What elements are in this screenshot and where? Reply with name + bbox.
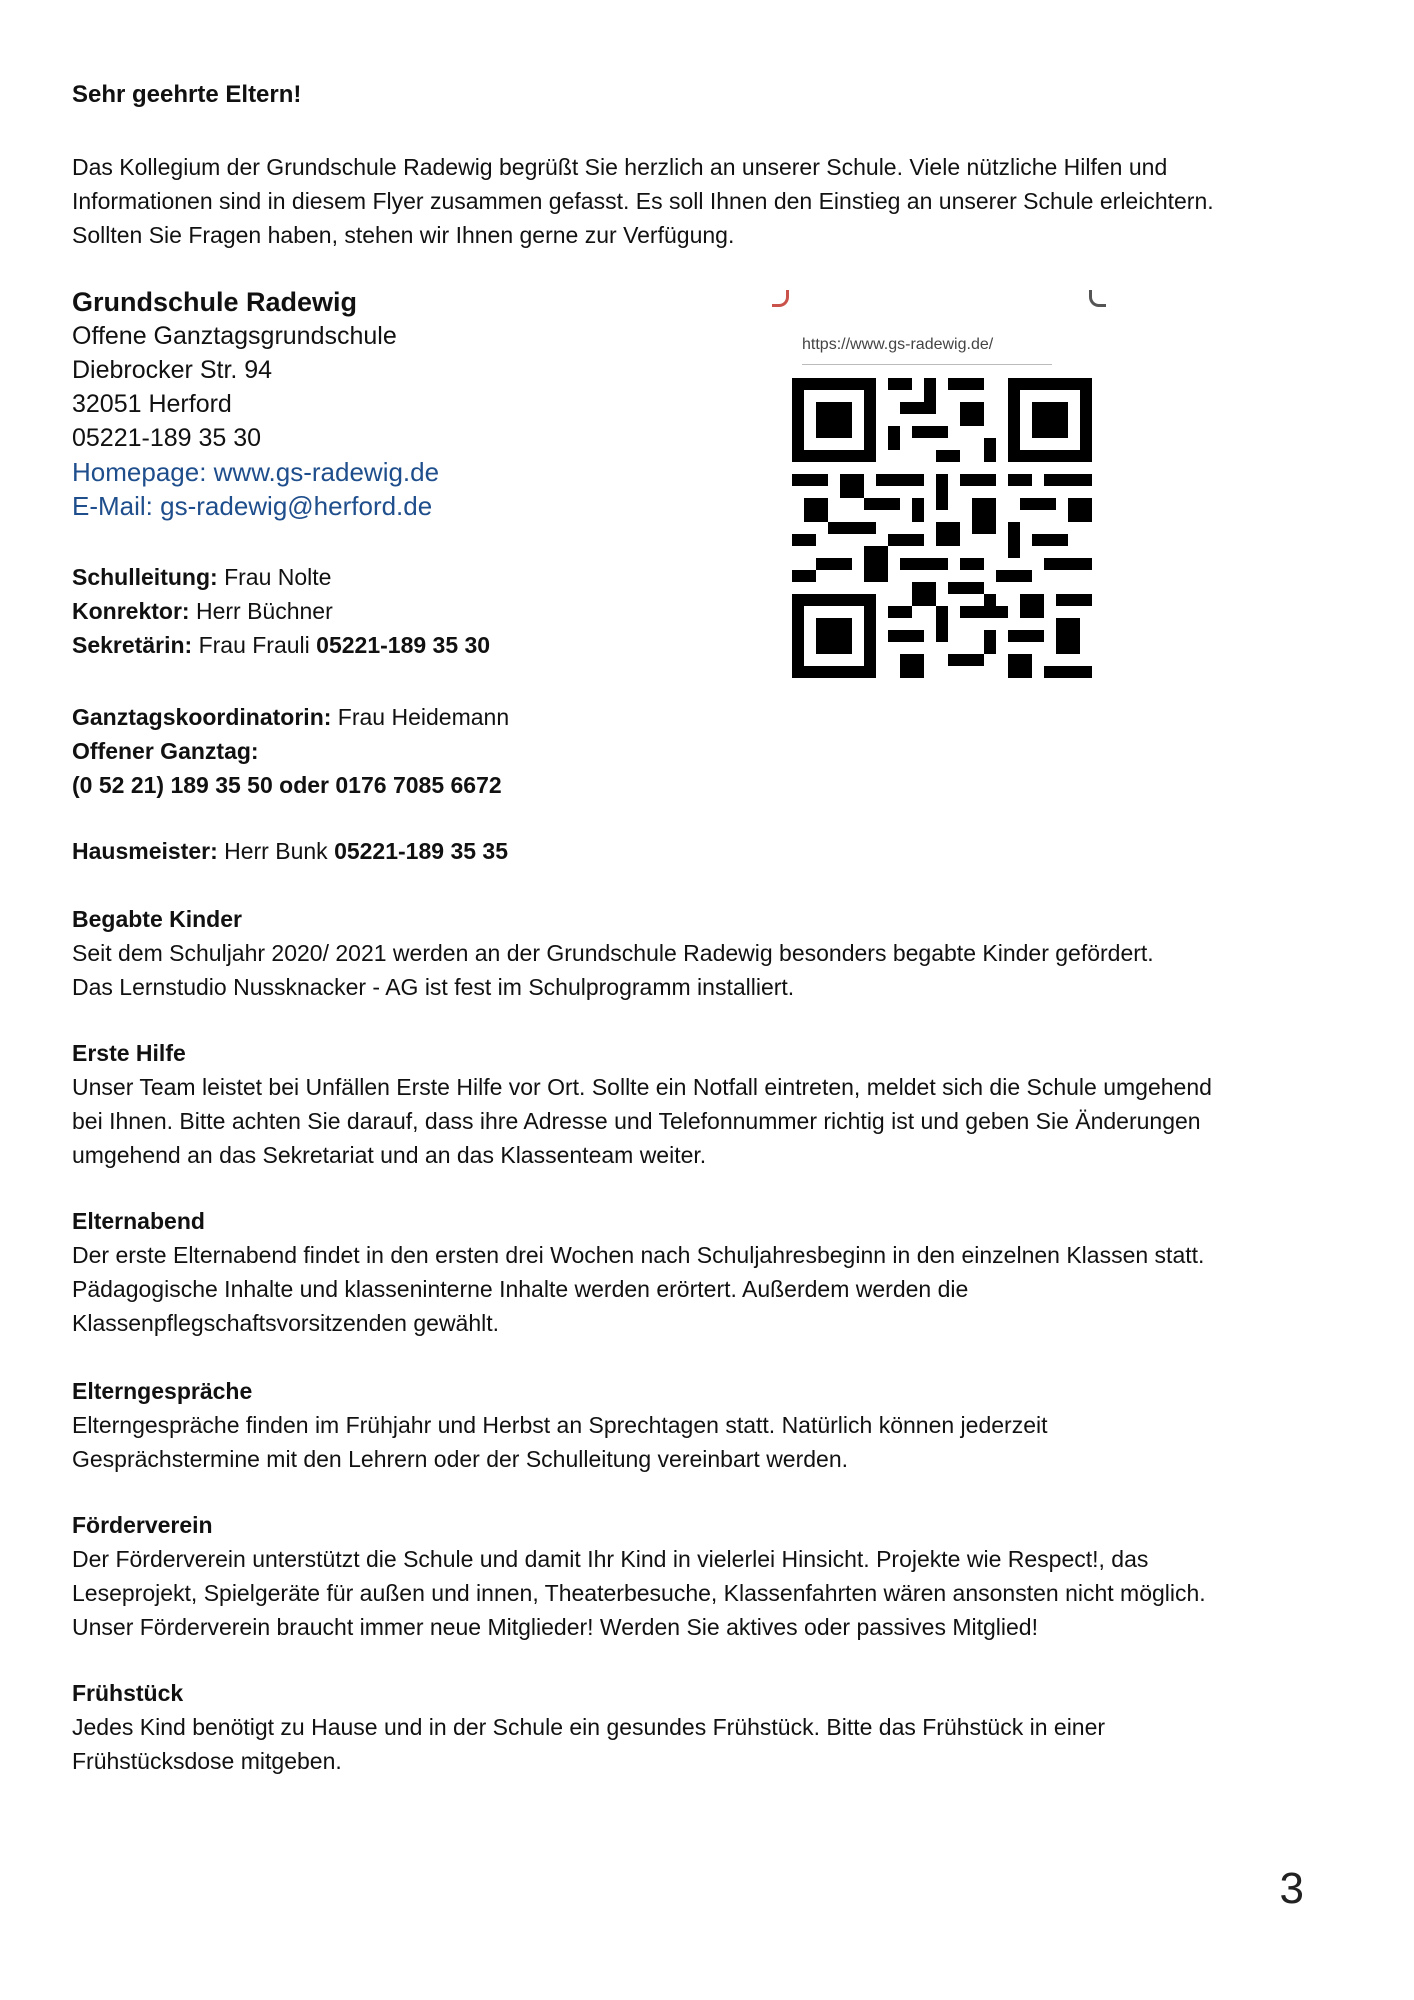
hausmeister-label: Hausmeister: xyxy=(72,838,218,864)
section-line: Der Förderverein unterstützt die Schule und damit Ihr Kind in vielerlei Hinsicht. Projekte wie Respect!, das xyxy=(72,1546,1149,1572)
homepage-link[interactable]: Homepage: www.gs-radewig.de xyxy=(72,457,440,487)
sekretaerin-name: Frau Frauli xyxy=(198,632,310,658)
section-line: Pädagogische Inhalte und klasseninterne Inhalte werden erörtert. Außerdem werden die xyxy=(72,1276,969,1302)
section-line: Seit dem Schuljahr 2020/ 2021 werden an der Grundschule Radewig besonders begabte Kinder gefördert. xyxy=(72,940,1154,966)
hausmeister-row xyxy=(72,834,508,868)
koord-row xyxy=(72,700,509,734)
section-line: Unser Förderverein braucht immer neue Mitglieder! Werden Sie aktives oder passives Mitglied! xyxy=(72,1614,1038,1640)
section-line: Klassenpflegschaftsvorsitzenden gewählt. xyxy=(72,1310,500,1336)
scan-corner-icon xyxy=(772,290,789,307)
staff-contacts xyxy=(72,560,490,662)
konrektor-label: Konrektor: xyxy=(72,598,190,624)
school-name: Grundschule Radewig xyxy=(72,287,358,317)
section-elterngespraeche xyxy=(72,1374,1312,1476)
school-address-block xyxy=(72,285,439,523)
hausmeister-phone: 05221-189 35 35 xyxy=(334,838,508,864)
staff-row-konrektor xyxy=(72,594,490,628)
school-phone: 05221-189 35 30 xyxy=(72,424,262,452)
section-title: Erste Hilfe xyxy=(72,1040,186,1066)
staff-row-leitung xyxy=(72,560,490,594)
page-number: 3 xyxy=(1279,1864,1304,1913)
section-title: Frühstück xyxy=(72,1680,184,1706)
intro-line: Sollten Sie Fragen haben, stehen wir Ihnen gerne zur Verfügung. xyxy=(72,222,735,248)
greeting-heading: Sehr geehrte Eltern! xyxy=(72,81,302,108)
konrektor-name: Herr Büchner xyxy=(195,598,333,624)
offener-ganztag-label: Offener Ganztag: xyxy=(72,738,259,764)
section-line: Elterngespräche finden im Frühjahr und Herbst an Sprechtagen statt. Natürlich können jederzeit xyxy=(72,1412,1048,1438)
ganztag-contacts xyxy=(72,700,509,802)
section-fruehstueck xyxy=(72,1676,1312,1778)
section-line: Der erste Elternabend findet in den ersten drei Wochen nach Schuljahresbeginn in den einzelnen Klassen statt. xyxy=(72,1242,1205,1268)
qr-url-label: https://www.gs-radewig.de/ xyxy=(802,336,1052,365)
section-elternabend xyxy=(72,1204,1312,1340)
section-title: Elternabend xyxy=(72,1208,205,1234)
section-line: Leseprojekt, Spielgeräte für außen und innen, Theaterbesuche, Klassenfahrten wären ansonsten nicht möglich. xyxy=(72,1580,1206,1606)
koord-label: Ganztagskoordinatorin: xyxy=(72,704,332,730)
leitung-label: Schulleitung: xyxy=(72,564,218,590)
section-line: umgehend an das Sekretariat und an das Klassenteam weiter. xyxy=(72,1142,707,1168)
section-line: Frühstücksdose mitgeben. xyxy=(72,1748,342,1774)
section-title: Elterngespräche xyxy=(72,1378,253,1404)
intro-line: Das Kollegium der Grundschule Radewig begrüßt Sie herzlich an unserer Schule. Viele nützliche Hilfen und xyxy=(72,154,1168,180)
section-line: Unser Team leistet bei Unfällen Erste Hilfe vor Ort. Sollte ein Notfall eintreten, meldet sich die Schule umgehend xyxy=(72,1074,1212,1100)
school-street: Diebrocker Str. 94 xyxy=(72,356,273,384)
qr-code-card xyxy=(772,290,1106,682)
intro-paragraph xyxy=(72,150,1302,252)
intro-line: Informationen sind in diesem Flyer zusammen gefasst. Es soll Ihnen den Einstieg an unserer Schule erleichtern. xyxy=(72,188,1214,214)
section-begabte-kinder xyxy=(72,902,1312,1004)
koord-name: Frau Heidemann xyxy=(337,704,510,730)
section-title: Förderverein xyxy=(72,1512,213,1538)
section-foerderverein xyxy=(72,1508,1312,1644)
section-title: Begabte Kinder xyxy=(72,906,242,932)
sekretaerin-label: Sekretärin: xyxy=(72,632,193,658)
section-line: Das Lernstudio Nussknacker - AG ist fest im Schulprogramm installiert. xyxy=(72,974,795,1000)
email-link[interactable]: E-Mail: gs-radewig@herford.de xyxy=(72,491,433,521)
section-line: Gesprächstermine mit den Lehrern oder der Schulleitung vereinbart werden. xyxy=(72,1446,849,1472)
leitung-name: Frau Nolte xyxy=(224,564,332,590)
school-city: 32051 Herford xyxy=(72,390,232,418)
section-line: Jedes Kind benötigt zu Hause und in der Schule ein gesundes Frühstück. Bitte das Frühstück in einer xyxy=(72,1714,1106,1740)
section-erste-hilfe xyxy=(72,1036,1312,1172)
section-line: bei Ihnen. Bitte achten Sie darauf, dass ihre Adresse und Telefonnummer richtig ist und geben Sie Änderungen xyxy=(72,1108,1201,1134)
sekretaerin-phone: 05221-189 35 30 xyxy=(316,632,491,658)
school-type: Offene Ganztagsgrundschule xyxy=(72,322,397,350)
hausmeister-name: Herr Bunk xyxy=(224,838,328,864)
scan-corner-icon xyxy=(1089,290,1106,307)
staff-row-sekretaerin xyxy=(72,628,490,662)
offener-ganztag-phones: (0 52 21) 189 35 50 oder 0176 7085 6672 xyxy=(72,772,502,798)
qr-code-icon xyxy=(792,378,1092,678)
